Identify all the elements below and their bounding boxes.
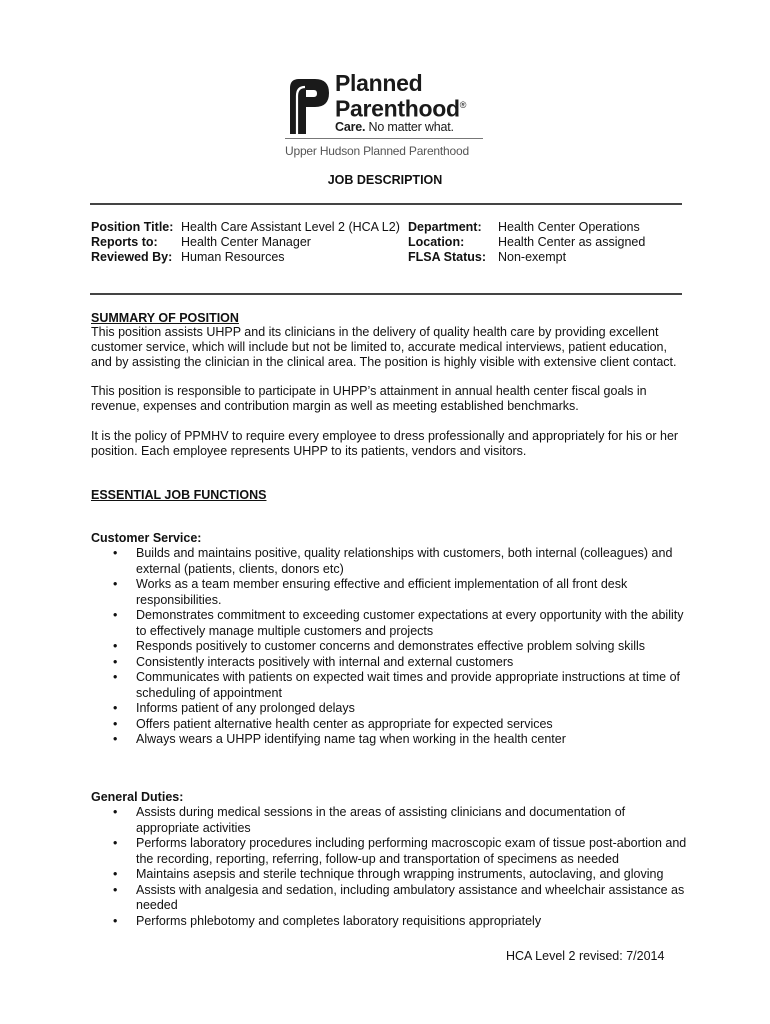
bullet-icon: • xyxy=(113,716,118,731)
bullet-icon: • xyxy=(113,805,118,819)
essential-functions-heading: ESSENTIAL JOB FUNCTIONS xyxy=(91,488,267,502)
customer-service-list xyxy=(91,546,691,748)
reviewed-by-value: Human Resources xyxy=(181,250,285,264)
bullet-icon: • xyxy=(113,732,118,746)
list-item xyxy=(91,867,691,883)
bullet-icon: • xyxy=(113,670,118,684)
list-item-text: Offers patient alternative health center as appropriate for expected services xyxy=(136,716,553,731)
position-title-label: Position Title: xyxy=(91,220,174,234)
bullet-icon: • xyxy=(113,701,118,715)
list-item-text: Assists with analgesia and sedation, including ambulatory assistance and wheelchair assistance as needed xyxy=(136,882,685,912)
list-item xyxy=(91,805,691,836)
planned-parenthood-logo xyxy=(283,72,493,162)
flsa-status-label: FLSA Status: xyxy=(408,250,487,264)
summary-heading: SUMMARY OF POSITION xyxy=(91,311,239,325)
list-item xyxy=(91,608,691,639)
bullet-icon: • xyxy=(113,608,118,622)
bullet-icon: • xyxy=(113,546,118,560)
list-item xyxy=(91,914,691,930)
list-item-text: Assists during medical sessions in the areas of assisting clinicians and documentation of appropriate activities xyxy=(136,805,626,835)
reviewed-by-label: Reviewed By: xyxy=(91,250,173,264)
list-item-text: Works as a team member ensuring effective and efficient implementation of all front desk responsibilities. xyxy=(136,577,628,607)
location-value: Health Center as assigned xyxy=(498,235,646,249)
list-item xyxy=(91,836,691,867)
meta-labels-left xyxy=(91,220,173,265)
list-item xyxy=(91,717,691,733)
top-divider xyxy=(90,203,682,205)
planned-parenthood-p-logo-icon xyxy=(287,76,331,134)
logo-brand-name xyxy=(335,72,466,120)
list-item-text: Responds positively to customer concerns and demonstrates effective problem solving skills xyxy=(136,639,646,653)
department-label: Department: xyxy=(408,220,482,234)
list-item xyxy=(91,670,691,701)
bullet-icon: • xyxy=(113,654,118,669)
general-duties-heading: General Duties: xyxy=(91,790,184,804)
logo-brand-line1: Planned xyxy=(335,70,423,96)
customer-service-heading: Customer Service: xyxy=(91,531,202,545)
logo-divider xyxy=(285,138,483,139)
list-item-text: Communicates with patients on expected wait times and provide appropriate instructions at time of scheduling of appointment xyxy=(136,670,681,700)
general-duties-list xyxy=(91,805,691,929)
list-item-text: Consistently interacts positively with internal and external customers xyxy=(136,654,514,669)
bullet-icon: • xyxy=(113,882,118,897)
position-title-value: Health Care Assistant Level 2 (HCA L2) xyxy=(181,220,400,234)
list-item-text: Performs laboratory procedures including performing macroscopic exam of tissue post-abortion and the recording, reporting, referring, follow-up and transportation of specimens as needed xyxy=(136,836,687,866)
list-item xyxy=(91,655,691,671)
bullet-icon: • xyxy=(113,913,118,928)
list-item-text: Always wears a UHPP identifying name tag when working in the health center xyxy=(136,732,566,746)
meta-labels-right xyxy=(408,220,486,265)
bullet-icon: • xyxy=(113,639,118,653)
flsa-status-value: Non-exempt xyxy=(498,250,567,264)
summary-paragraph-1: This position assists UHPP and its clinicians in the delivery of quality health care by providing excellent customer service, which will include but not be limited to, accurate medical interviews, patient education, and by assisting the clinician in the clinical area. The position is highly visible with extensive client contact. xyxy=(91,325,677,369)
reports-to-label: Reports to: xyxy=(91,235,158,249)
meta-values-right xyxy=(498,220,645,265)
list-item-text: Builds and maintains positive, quality relationships with customers, both internal (colleagues) and external (patients, clients, donors etc) xyxy=(136,546,673,576)
list-item-text: Maintains asepsis and sterile technique through wrapping instruments, autoclaving, and gloving xyxy=(136,867,664,881)
bullet-icon: • xyxy=(113,867,118,881)
revision-footer: HCA Level 2 revised: 7/2014 xyxy=(506,949,665,963)
logo-tagline: Care. No matter what. xyxy=(335,120,454,134)
logo-affiliate-name: Upper Hudson Planned Parenthood xyxy=(285,144,469,158)
list-item xyxy=(91,883,691,914)
meta-values-left xyxy=(181,220,400,265)
list-item-text: Performs phlebotomy and completes laboratory requisitions appropriately xyxy=(136,913,542,928)
list-item xyxy=(91,639,691,655)
document-title: JOB DESCRIPTION xyxy=(327,173,443,187)
list-item xyxy=(91,701,691,717)
reports-to-value: Health Center Manager xyxy=(181,235,311,249)
list-item-text: Informs patient of any prolonged delays xyxy=(136,701,355,715)
registered-mark: ® xyxy=(459,100,467,110)
summary-paragraph-3: It is the policy of PPMHV to require every employee to dress professionally and appropriately for his or her position. Each employee represents UHPP to its patients, vendors and visitors. xyxy=(91,429,679,458)
list-item-text: Demonstrates commitment to exceeding customer expectations at every opportunity with the ability to effectively manage multiple customers and projects xyxy=(136,608,684,638)
bullet-icon: • xyxy=(113,577,118,591)
logo-brand-line2: Parenthood® xyxy=(335,95,467,122)
location-label: Location: xyxy=(408,235,465,249)
summary-paragraph-2: This position is responsible to participate in UHPP’s attainment in annual health center fiscal goals in revenue, expenses and contribution margin as well as meeting established benchmarks. xyxy=(91,384,647,413)
list-item xyxy=(91,732,691,748)
bullet-icon: • xyxy=(113,836,118,850)
list-item xyxy=(91,546,691,577)
department-value: Health Center Operations xyxy=(498,220,640,234)
meta-divider xyxy=(90,293,682,295)
list-item xyxy=(91,577,691,608)
